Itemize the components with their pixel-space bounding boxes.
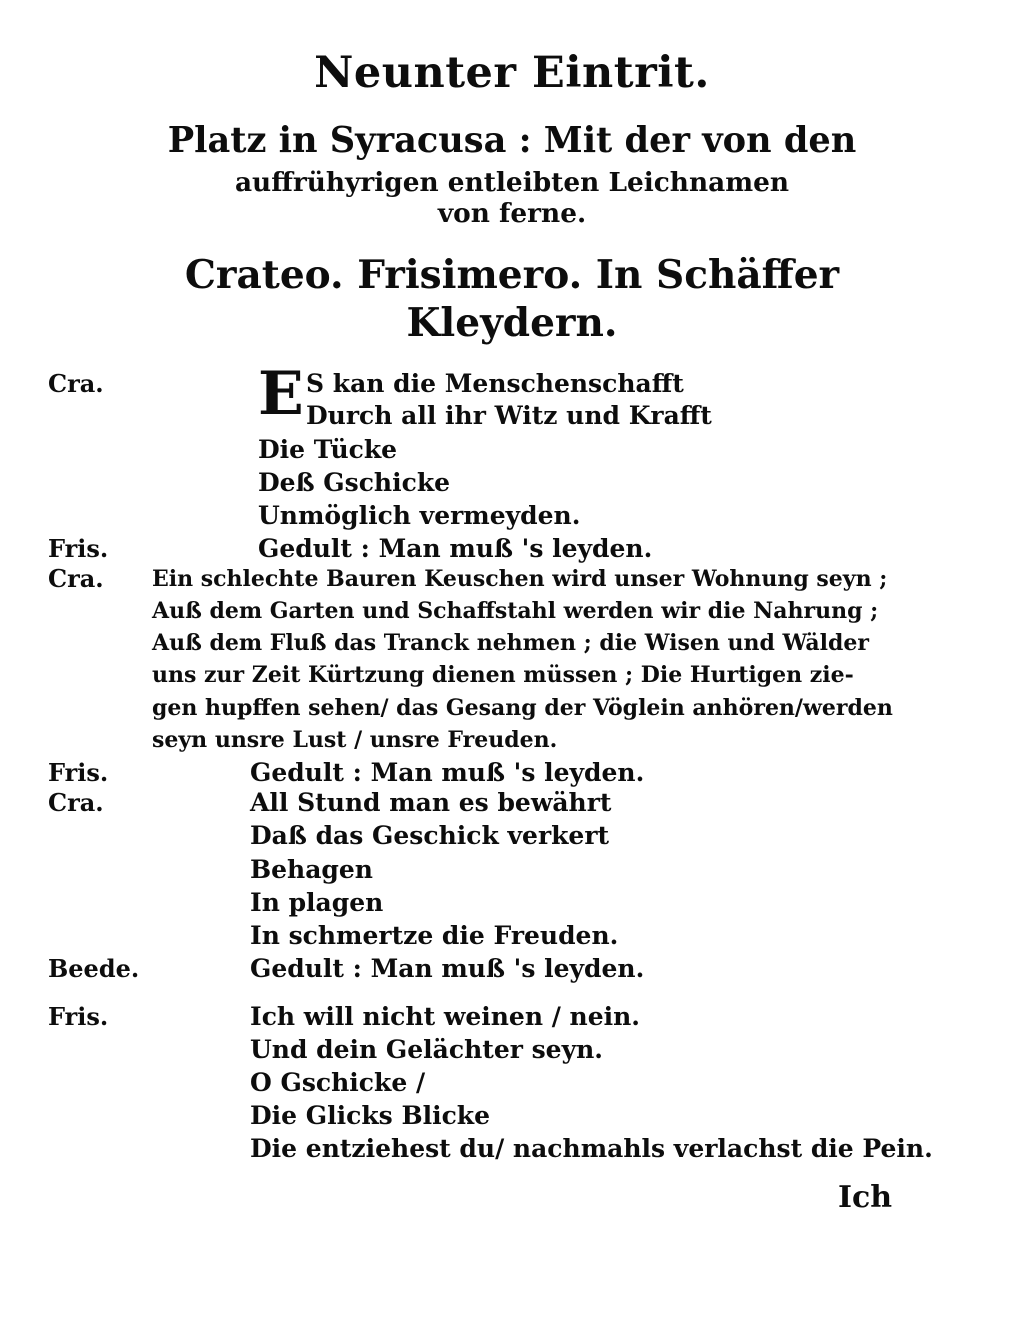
speaker-label: Cra.	[48, 369, 104, 398]
text-line: Die Tücke	[258, 435, 398, 464]
text-line: Auß dem Garten und Schaffstahl werden wir die Nahrung ;	[152, 598, 879, 624]
text-line: Gedult : Man muß 's leyden.	[258, 534, 653, 563]
setting-line-2: auffrühyrigen entleibten Leichnamen	[234, 167, 790, 198]
text-line: S kan die Menschenschafft	[306, 369, 684, 398]
speaker-label: Fris.	[48, 534, 109, 563]
text-line: All Stund man es bewährt	[250, 788, 612, 817]
speaker-label: Fris.	[48, 758, 109, 787]
text-line: gen hupffen sehen/ das Gesang der Vöglein anhören/werden	[152, 695, 893, 721]
text-line: Auß dem Fluß das Tranck nehmen ; die Wisen und Wälder	[152, 630, 869, 656]
catchword: Ich	[838, 1180, 893, 1215]
text-line: Deß Gschicke	[258, 468, 451, 497]
text-line: uns zur Zeit Kürtzung dienen müssen ; Die Hurtigen zie-	[152, 662, 854, 688]
text-line: seyn unsre Lust / unsre Freuden.	[152, 727, 558, 753]
text-line: Und dein Gelächter seyn.	[250, 1035, 603, 1064]
characters-line-2: Kleydern.	[406, 300, 618, 346]
text-line: In plagen	[250, 888, 384, 917]
setting-line-1: Platz in Syracusa : Mit der von den	[167, 120, 857, 161]
drop-cap: E	[258, 359, 304, 429]
text-line: In schmertze die Freuden.	[250, 921, 619, 950]
text-line: Gedult : Man muß 's leyden.	[250, 758, 645, 787]
speaker-label: Cra.	[48, 788, 104, 817]
text-line: Ein schlechte Bauren Keuschen wird unser Wohnung seyn ;	[152, 566, 888, 592]
speaker-label: Fris.	[48, 1002, 109, 1031]
text-line: Behagen	[250, 855, 373, 884]
page-title: Neunter Eintrit.	[314, 48, 710, 98]
speaker-label: Beede.	[48, 954, 140, 983]
text-line: Die entziehest du/ nachmahls verlachst die Pein.	[250, 1134, 933, 1163]
text-line: Ich will nicht weinen / nein.	[250, 1002, 641, 1031]
characters-line-1: Crateo. Frisimero. In Schäffer	[184, 252, 840, 298]
text-line: Daß das Geschick verkert	[250, 821, 610, 850]
text-line: Durch all ihr Witz und Krafft	[306, 401, 712, 430]
text-line: O Gschicke /	[250, 1068, 426, 1097]
text-line: Die Glicks Blicke	[250, 1101, 491, 1130]
setting-line-3: von ferne.	[437, 198, 587, 229]
text-line: Unmöglich vermeyden.	[258, 501, 581, 530]
speaker-label: Cra.	[48, 564, 104, 593]
text-line: Gedult : Man muß 's leyden.	[250, 954, 645, 983]
